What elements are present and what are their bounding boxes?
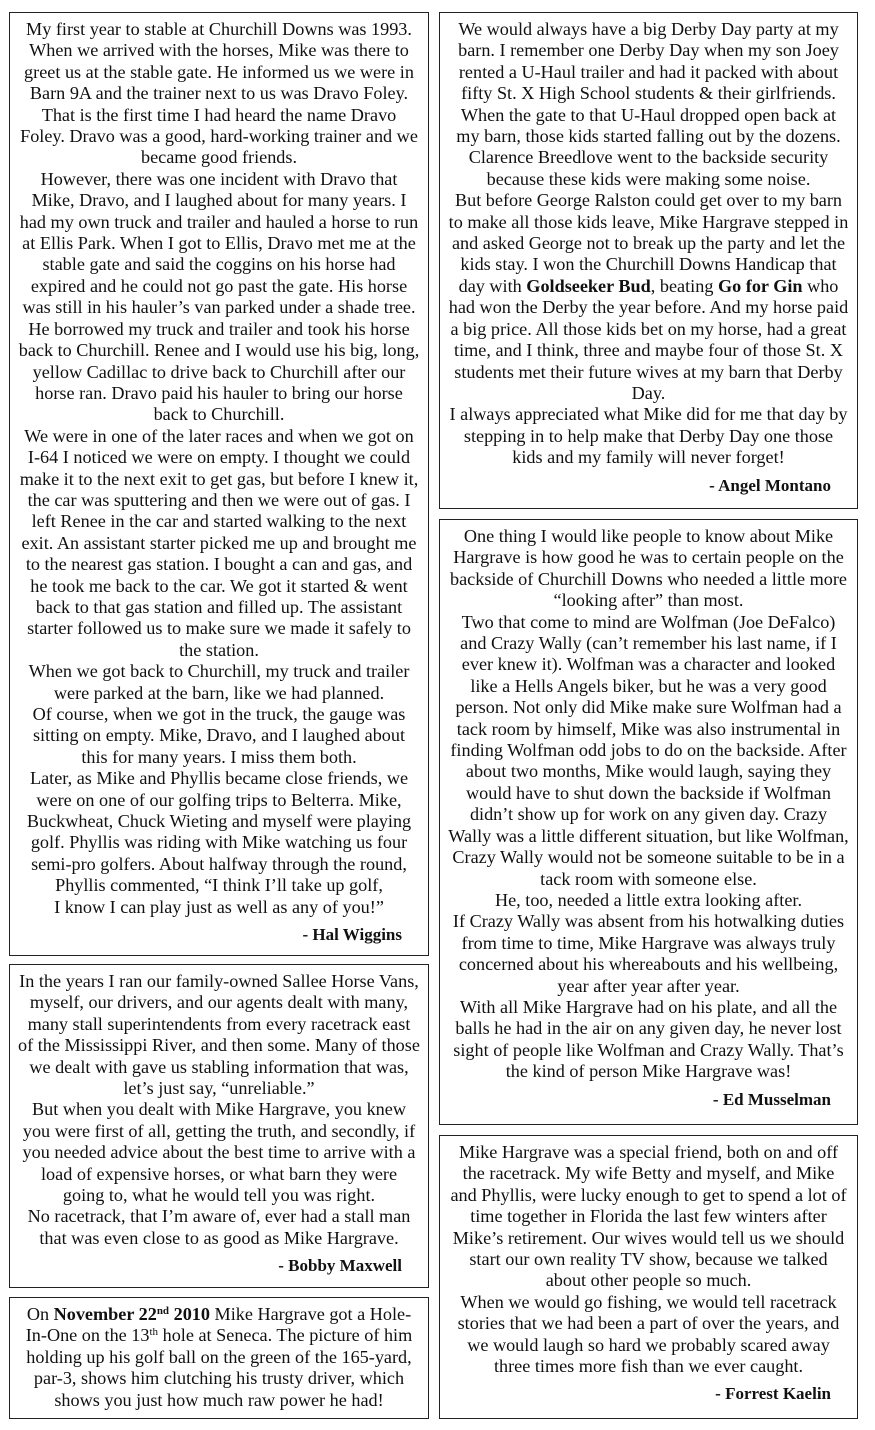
paragraph: I know I can play just as well as any of you!” [54,896,384,917]
paragraph: No racetrack, that I’m aware of, ever had a stall man that was even close to as good as Mike Hargrave. [27,1206,411,1248]
paragraph: When we would go fishing, we would tell racetrack stories that we had been a part of over the years, and we would laugh so hard we probably scared away three times more fish than we ever caught. [457,1291,840,1377]
story-hal-wiggins [9,12,429,956]
text-run: who had won the Derby the year before. And my horse paid a big price. All those kids bet on my horse, had a great time, and I think, three and maybe four of those St. X students met their future wives at my barn that Derby Day. [448,275,849,403]
author-signature: - Ed Musselman [712,1089,831,1109]
paragraph: My first year to stable at Churchill Downs was 1993. When we arrived with the horses, Mike was there to greet us at the stable gate. He informed us we were in Barn 9A and the trainer next to us was Dravo Foley. That is the first time I had heard the name Dravo Foley. Dravo was a good, hard-working trainer and we became good friends. [20,19,418,168]
paragraph: Of course, when we got in the truck, the gauge was sitting on empty. Mike, Dravo, and I laughed about this for many years. I miss them both. [32,704,406,767]
paragraph: However, there was one incident with Dravo that Mike, Dravo, and I laughed about for many years. I had my own truck and trailer and hauled a horse to run at Ellis Park. When I got to Ellis, Dravo met me at the stable gate and said the coggins on his horse had expired and he could not go past the gate. His horse was still in his hauler’s van parked under a shade tree. He borrowed my truck and trailer and took his horse back to Churchill. Renee and I would use his big, long, yellow Cadillac to drive back to Churchill after our horse ran. Dravo paid his hauler to bring our horse back to Churchill. [18,168,420,425]
text-run: hole at Seneca. The picture of him holding up his golf ball on the green of the 165-yard, par-3, shows him clutching his trusty driver, which shows you just how much raw power he had! [26,1325,413,1410]
horse-name: Goldseeker Bud [526,275,651,296]
paragraph: One thing I would like people to know about Mike Hargrave is how good he was to certain people on the backside of Churchill Downs who needed a little more “looking after” than most. [450,526,847,611]
paragraph [448,190,849,404]
paragraph: In the years I ran our family-owned Sallee Horse Vans, myself, our drivers, and our agents dealt with many, many stall superintendents from every racetrack east of the Mississippi River, and then some. Many of those we dealt with gave us stabling information that was, let’s just say, “unreliable.” [18,971,420,1099]
story-bobby-maxwell [9,964,429,1288]
author-signature: - Angel Montano [709,475,831,495]
text-run: Mike Hargrave got a Hole-In-One on the 13 [25,1304,412,1346]
author-signature: - Hal Wiggins [302,925,402,945]
paragraph: But when you dealt with Mike Hargrave, you knew you were first of all, getting the truth, and secondly, if you needed advice about the best time to arrive with a load of expensive horses, or what barn they were going to, what he would tell you was right. [22,1099,416,1206]
text-run: , beating [650,275,718,296]
paragraph: If Crazy Wally was absent from his hotwalking duties from time to time, Mike Hargrave was always truly concerned about his whereabouts and his wellbeing, year after year after year. [452,911,845,996]
text-run: But before George Ralston could get over to my barn to make all those kids leave, Mike Hargrave stepped in and asked George not to break up the party and let the kids stay. I won the Churchill Downs Handicap that day with [448,190,849,296]
story-ed-musselman [439,519,858,1125]
date-suffix: nd [156,1305,170,1317]
paragraph: Mike Hargrave was a special friend, both on and off the racetrack. My wife Betty and myself, and Mike and Phyllis, were lucky enough to get to spend a lot of time together in Florida the last few winters after Mike’s retirement. Our wives would tell us we should start our own reality TV show, because we talked about other people so much. [450,1142,847,1291]
story-angel-montano [439,12,858,509]
horse-name: Go for Gin [717,275,803,296]
author-signature: - Bobby Maxwell [278,1256,402,1276]
paragraph: Two that come to mind are Wolfman (Joe DeFalco) and Crazy Wally (can’t remember his last name, if I ever knew it). Wolfman was a character and looked like a Hells Angels biker, but he was a very good person. Not only did Mike make sure Wolfman had a tack room by himself, Mike was also instrumental in finding Wolfman odd jobs to do on the backside. After about two months, Mike would laugh, saying they would have to shut down the backside if Wolfman didn’t show up for work on any given day. Crazy Wally was a little different situation, but like Wolfman, Crazy Wally would not be someone suitable to be in a tack room with someone else. [448,611,849,889]
paragraph: I always appreciated what Mike did for me that day by stepping in to help make that Derby Day one those kids and my family will never forget! [449,404,848,468]
paragraph: Later, as Mike and Phyllis became close friends, we were on one of our golfing trips to Belterra. Mike, Buckwheat, Chuck Wieting and myself were playing golf. Phyllis was riding with Mike watching us four semi-pro golfers. About halfway through the round, Phyllis commented, “I think I’ll take up golf, [26,768,412,896]
year-bold: 2010 [169,1304,210,1324]
hole-suffix: th [149,1326,159,1339]
paragraph: He, too, needed a little extra looking after. [494,889,803,910]
paragraph: We would always have a big Derby Day party at my barn. I remember one Derby Day when my son Joey rented a U-Haul trailer and had it packed with about fifty St. X High School students & their girlfriends. When the gate to that U-Haul dropped open back at my barn, those kids started falling out by the dozens. Clarence Breedlove went to the backside security because these kids were making some noise. [456,19,841,189]
paragraph: We were in one of the later races and when we got on I-64 I noticed we were on empty. I thought we could make it to the next exit to get gas, but before I knew it, the car was sputtering and then we were out of gas. I left Renee in the car and started walking to the next exit. An assistant starter picked me up and brought me to the nearest gas station. I bought a can and gas, and he took me back to the car. We got it started & went back to that gas station and filled up. The assistant starter followed us to make sure we made it safely to the station. [19,425,419,660]
paragraph [18,1304,420,1411]
story-hole-in-one [9,1297,429,1419]
paragraph: When we got back to Churchill, my truck and trailer were parked at the barn, like we had planned. [28,661,410,703]
paragraph: With all Mike Hargrave had on his plate, and all the balls he had in the air on any given day, he never lost sight of people like Wolfman and Crazy Wally. That’s the kind of person Mike Hargrave was! [453,996,844,1082]
date-bold: November 22 [53,1304,157,1324]
author-signature: - Forrest Kaelin [715,1384,831,1404]
story-forrest-kaelin [439,1135,858,1419]
text-run: On [26,1304,54,1324]
